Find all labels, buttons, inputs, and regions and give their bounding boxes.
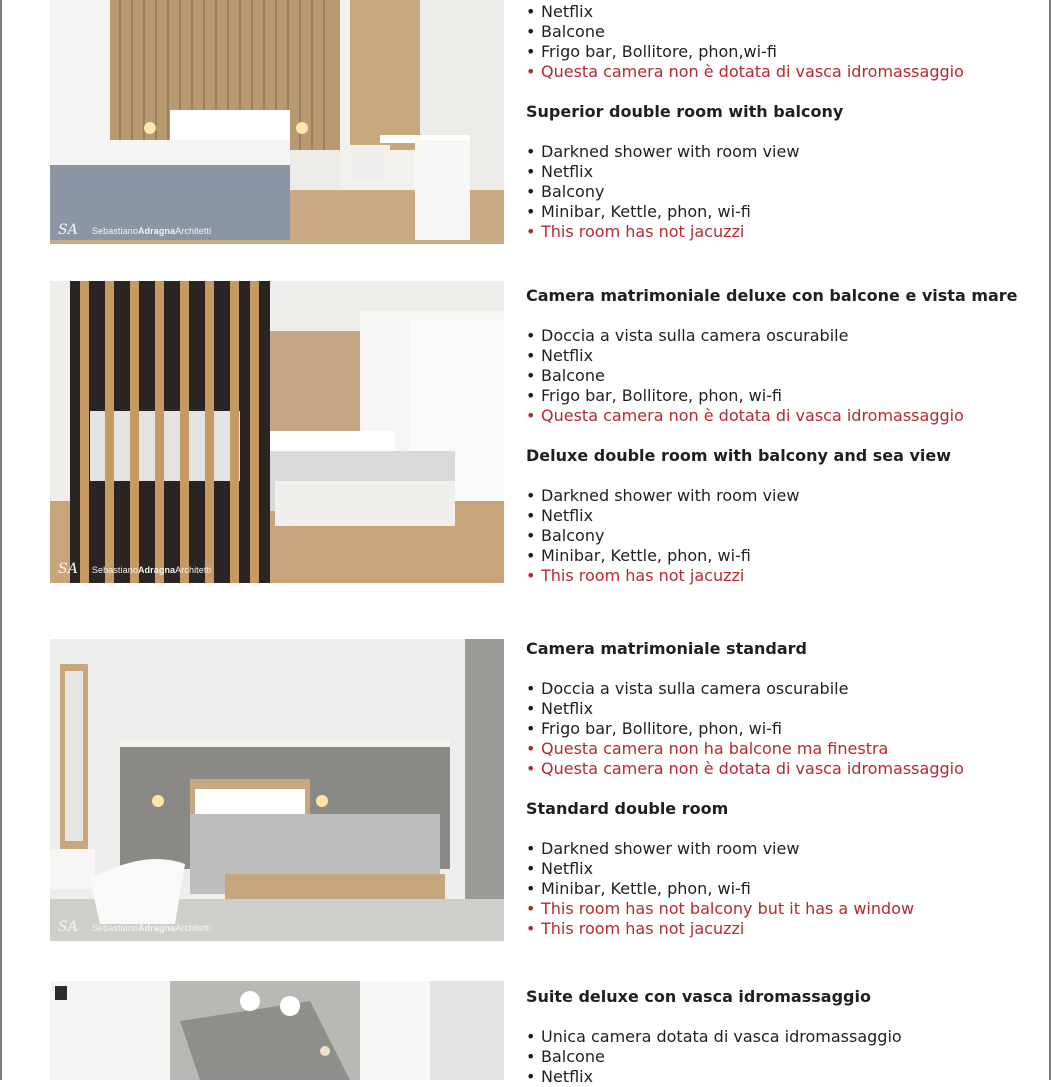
amenity-warning: • This room has not balcony but it has a window [526, 899, 1026, 919]
room-title-it: Camera matrimoniale deluxe con balcone e vista mare [526, 286, 1018, 305]
amenity-item: • Unica camera dotata di vasca idromassaggio [526, 1027, 1026, 1047]
amenity-item: • Doccia a vista sulla camera oscurabile [526, 326, 1026, 346]
amenity-item: • Netflix [526, 1067, 1026, 1087]
amenity-warning: • This room has not jacuzzi [526, 919, 1026, 939]
amenities-list-it [526, 2, 1026, 82]
amenities-list-en [526, 142, 1026, 242]
amenity-item: • Frigo bar, Bollitore, phon,wi-fi [526, 42, 1026, 62]
amenity-item: • Doccia a vista sulla camera oscurabile [526, 679, 1026, 699]
amenity-item: • Netflix [526, 162, 1026, 182]
room-photo-suite [50, 981, 504, 1080]
amenities-list-it [526, 679, 1026, 779]
amenity-item: • Balcone [526, 1047, 1026, 1067]
room-title-en: Superior double room with balcony [526, 102, 844, 121]
room-photo-standard [50, 639, 504, 941]
amenity-item: • Netflix [526, 506, 1026, 526]
amenity-item: • Darkned shower with room view [526, 142, 1026, 162]
amenity-item: • Balcony [526, 182, 1026, 202]
amenity-item: • Darkned shower with room view [526, 486, 1026, 506]
room-photo-deluxe [50, 281, 504, 583]
room-title-it: Camera matrimoniale standard [526, 639, 808, 658]
room-description-superior [526, 2, 1026, 242]
amenity-item: • Frigo bar, Bollitore, phon, wi-fi [526, 719, 1026, 739]
amenity-warning: • Questa camera non ha balcone ma finestra [526, 739, 1026, 759]
amenity-item: • Minibar, Kettle, phon, wi-fi [526, 546, 1026, 566]
amenities-list-it [526, 326, 1026, 426]
amenities-list-en [526, 486, 1026, 586]
room-title-en: Standard double room [526, 799, 729, 818]
room-description-deluxe [526, 286, 1026, 586]
page-border-left [0, 0, 2, 1080]
amenity-item: • Netflix [526, 699, 1026, 719]
amenity-warning: • This room has not jacuzzi [526, 566, 1026, 586]
amenity-warning: • Questa camera non è dotata di vasca idromassaggio [526, 759, 1026, 779]
amenities-list-it [526, 1027, 1026, 1087]
amenity-item: • Balcony [526, 526, 1026, 546]
amenity-item: • Netflix [526, 2, 1026, 22]
amenity-warning: • Questa camera non è dotata di vasca idromassaggio [526, 406, 1026, 426]
room-description-suite [526, 987, 1026, 1087]
photo-credit: SA SebastianoAdragnaArchitetti [58, 919, 212, 935]
amenity-item: • Balcone [526, 366, 1026, 386]
amenity-warning: • Questa camera non è dotata di vasca idromassaggio [526, 62, 1026, 82]
amenity-item: • Minibar, Kettle, phon, wi-fi [526, 879, 1026, 899]
photo-credit: SA SebastianoAdragnaArchitetti [58, 561, 212, 577]
amenity-item: • Netflix [526, 859, 1026, 879]
amenity-item: • Netflix [526, 346, 1026, 366]
room-photo-superior [50, 0, 504, 244]
room-description-standard [526, 639, 1026, 939]
amenity-item: • Minibar, Kettle, phon, wi-fi [526, 202, 1026, 222]
room-title-it: Suite deluxe con vasca idromassaggio [526, 987, 871, 1006]
amenity-item: • Darkned shower with room view [526, 839, 1026, 859]
amenity-item: • Frigo bar, Bollitore, phon, wi-fi [526, 386, 1026, 406]
amenity-warning: • This room has not jacuzzi [526, 222, 1026, 242]
amenities-list-en [526, 839, 1026, 939]
photo-credit: SA SebastianoAdragnaArchitetti [58, 222, 212, 238]
room-title-en: Deluxe double room with balcony and sea view [526, 446, 952, 465]
amenity-item: • Balcone [526, 22, 1026, 42]
